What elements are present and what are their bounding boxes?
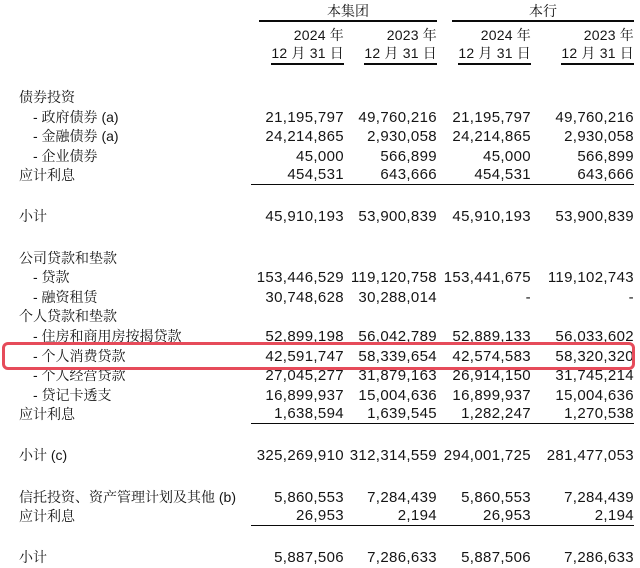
row-label: 小计 (c) bbox=[19, 447, 68, 464]
value-cell: 42,591,747 bbox=[265, 347, 344, 365]
value-cell: 2,930,058 bbox=[367, 128, 437, 146]
row-label: - 企业债券 bbox=[33, 147, 98, 164]
value-cell: 7,284,439 bbox=[367, 488, 437, 506]
table-row bbox=[0, 288, 640, 308]
value-cell: 45,910,193 bbox=[452, 208, 531, 226]
value-cell: 16,899,937 bbox=[452, 386, 531, 404]
value-cell: 56,033,602 bbox=[555, 327, 634, 345]
value-cell bbox=[251, 307, 344, 327]
value-cell: 58,320,320 bbox=[555, 347, 634, 365]
value-cell: 31,745,214 bbox=[555, 367, 634, 385]
table-row bbox=[0, 488, 640, 508]
table-row bbox=[0, 307, 640, 327]
value-cell: 27,045,277 bbox=[265, 367, 344, 385]
table-row bbox=[0, 446, 640, 466]
value-cell: 45,000 bbox=[296, 147, 344, 165]
year-header: 2023 年 bbox=[386, 27, 437, 43]
value-cell: 454,531 bbox=[251, 166, 344, 185]
value-cell: 24,214,865 bbox=[265, 128, 344, 146]
value-cell: 7,286,633 bbox=[367, 549, 437, 567]
value-cell bbox=[531, 88, 634, 108]
year-header: 2024 年 bbox=[293, 27, 344, 43]
value-cell: 53,900,839 bbox=[555, 208, 634, 226]
value-cell: 643,666 bbox=[344, 166, 437, 185]
value-cell: - bbox=[628, 288, 634, 306]
table-row bbox=[0, 249, 640, 269]
value-cell bbox=[251, 249, 344, 269]
row-label: 小计 bbox=[19, 208, 47, 225]
value-cell: 294,001,725 bbox=[443, 447, 531, 465]
table-row bbox=[0, 366, 640, 386]
value-cell: 26,953 bbox=[437, 507, 531, 526]
value-cell: 42,574,583 bbox=[452, 347, 531, 365]
value-cell: 30,748,628 bbox=[265, 288, 344, 306]
row-label: 应计利息 bbox=[19, 508, 75, 525]
group-header-bank: 本行 bbox=[452, 3, 634, 22]
row-label: 应计利息 bbox=[19, 406, 75, 423]
row-label: - 贷记卡透支 bbox=[33, 386, 112, 403]
value-cell: 1,638,594 bbox=[251, 405, 344, 424]
row-label: 公司贷款和垫款 bbox=[19, 249, 117, 266]
row-label: 个人贷款和垫款 bbox=[19, 308, 117, 325]
value-cell: 24,214,865 bbox=[452, 128, 531, 146]
table-date-header-row bbox=[0, 45, 640, 66]
value-cell: 643,666 bbox=[531, 166, 634, 185]
table-row bbox=[0, 347, 640, 367]
value-cell: 153,446,529 bbox=[256, 269, 344, 287]
value-cell bbox=[437, 88, 531, 108]
table-row bbox=[0, 166, 640, 186]
row-spacer bbox=[0, 227, 640, 249]
value-cell: 45,910,193 bbox=[265, 208, 344, 226]
value-cell bbox=[437, 307, 531, 327]
value-cell bbox=[437, 249, 531, 269]
value-cell: 566,899 bbox=[577, 147, 634, 165]
value-cell: 45,000 bbox=[483, 147, 531, 165]
value-cell: 5,860,553 bbox=[274, 488, 344, 506]
row-label: - 融资租赁 bbox=[33, 288, 98, 305]
value-cell: 16,899,937 bbox=[265, 386, 344, 404]
row-label: - 金融债券 (a) bbox=[33, 128, 119, 145]
header-spacer bbox=[0, 66, 640, 88]
value-cell: 5,860,553 bbox=[461, 488, 531, 506]
value-cell: 1,270,538 bbox=[531, 405, 634, 424]
date-header: 12 月 31 日 bbox=[437, 45, 531, 66]
value-cell: 15,004,636 bbox=[358, 386, 437, 404]
row-label: 债券投资 bbox=[19, 89, 75, 105]
table-row bbox=[0, 108, 640, 128]
value-cell: 2,194 bbox=[344, 507, 437, 526]
value-cell bbox=[344, 88, 437, 108]
value-cell: 312,314,559 bbox=[349, 447, 437, 465]
date-header: 12 月 31 日 bbox=[251, 45, 344, 66]
value-cell: - bbox=[525, 288, 531, 306]
row-spacer bbox=[0, 466, 640, 488]
value-cell: 153,441,675 bbox=[443, 269, 531, 287]
value-cell bbox=[251, 88, 344, 108]
value-cell bbox=[531, 307, 634, 327]
date-header: 12 月 31 日 bbox=[531, 45, 634, 66]
value-cell: 30,288,014 bbox=[358, 288, 437, 306]
table-rows bbox=[0, 88, 640, 568]
value-cell: 49,760,216 bbox=[358, 108, 437, 126]
value-cell: 7,284,439 bbox=[564, 488, 634, 506]
value-cell: 53,900,839 bbox=[358, 208, 437, 226]
value-cell: 281,477,053 bbox=[546, 447, 634, 465]
row-label: - 贷款 bbox=[33, 269, 70, 286]
value-cell: 566,899 bbox=[380, 147, 437, 165]
row-spacer bbox=[0, 186, 640, 208]
table-row bbox=[0, 405, 640, 425]
value-cell: 21,195,797 bbox=[452, 108, 531, 126]
row-label: - 个人经营贷款 bbox=[33, 367, 126, 384]
table-row bbox=[0, 507, 640, 527]
group-header-consolidated: 本集团 bbox=[259, 3, 437, 22]
table-group-header-row bbox=[0, 3, 640, 22]
row-spacer bbox=[0, 425, 640, 447]
value-cell: 2,194 bbox=[531, 507, 634, 526]
table-year-header-row bbox=[0, 26, 640, 45]
table-row bbox=[0, 327, 640, 347]
value-cell: 31,879,163 bbox=[358, 367, 437, 385]
value-cell: 1,282,247 bbox=[437, 405, 531, 424]
value-cell: 15,004,636 bbox=[555, 386, 634, 404]
row-label: 应计利息 bbox=[19, 167, 75, 184]
table-row bbox=[0, 548, 640, 568]
value-cell: 58,339,654 bbox=[358, 347, 437, 365]
row-label: 小计 bbox=[19, 549, 47, 566]
table-row bbox=[0, 88, 640, 108]
value-cell: 49,760,216 bbox=[555, 108, 634, 126]
value-cell bbox=[344, 249, 437, 269]
row-label: - 个人消费贷款 bbox=[33, 347, 126, 364]
year-header: 2023 年 bbox=[583, 27, 634, 43]
value-cell: 7,286,633 bbox=[564, 549, 634, 567]
table-row bbox=[0, 127, 640, 147]
value-cell: 26,914,150 bbox=[452, 367, 531, 385]
row-label: - 住房和商用房按揭贷款 bbox=[33, 327, 182, 344]
row-label: 信托投资、资产管理计划及其他 (b) bbox=[19, 488, 236, 505]
value-cell bbox=[531, 249, 634, 269]
value-cell: 1,639,545 bbox=[344, 405, 437, 424]
value-cell: 52,899,198 bbox=[265, 327, 344, 345]
value-cell: 26,953 bbox=[251, 507, 344, 526]
row-spacer bbox=[0, 527, 640, 549]
value-cell: 119,120,758 bbox=[350, 269, 437, 287]
year-header: 2024 年 bbox=[480, 27, 531, 43]
value-cell: 5,887,506 bbox=[274, 549, 344, 567]
table-row bbox=[0, 207, 640, 227]
value-cell: 21,195,797 bbox=[265, 108, 344, 126]
value-cell: 5,887,506 bbox=[461, 549, 531, 567]
value-cell: 325,269,910 bbox=[256, 447, 344, 465]
table-row bbox=[0, 268, 640, 288]
value-cell: 2,930,058 bbox=[564, 128, 634, 146]
date-header: 12 月 31 日 bbox=[344, 45, 437, 66]
table-row bbox=[0, 147, 640, 167]
value-cell: 119,102,743 bbox=[547, 269, 634, 287]
table-row bbox=[0, 386, 640, 406]
value-cell: 454,531 bbox=[437, 166, 531, 185]
row-label: - 政府债券 (a) bbox=[33, 108, 119, 125]
value-cell: 52,889,133 bbox=[452, 327, 531, 345]
value-cell bbox=[344, 307, 437, 327]
value-cell: 56,042,789 bbox=[358, 327, 437, 345]
